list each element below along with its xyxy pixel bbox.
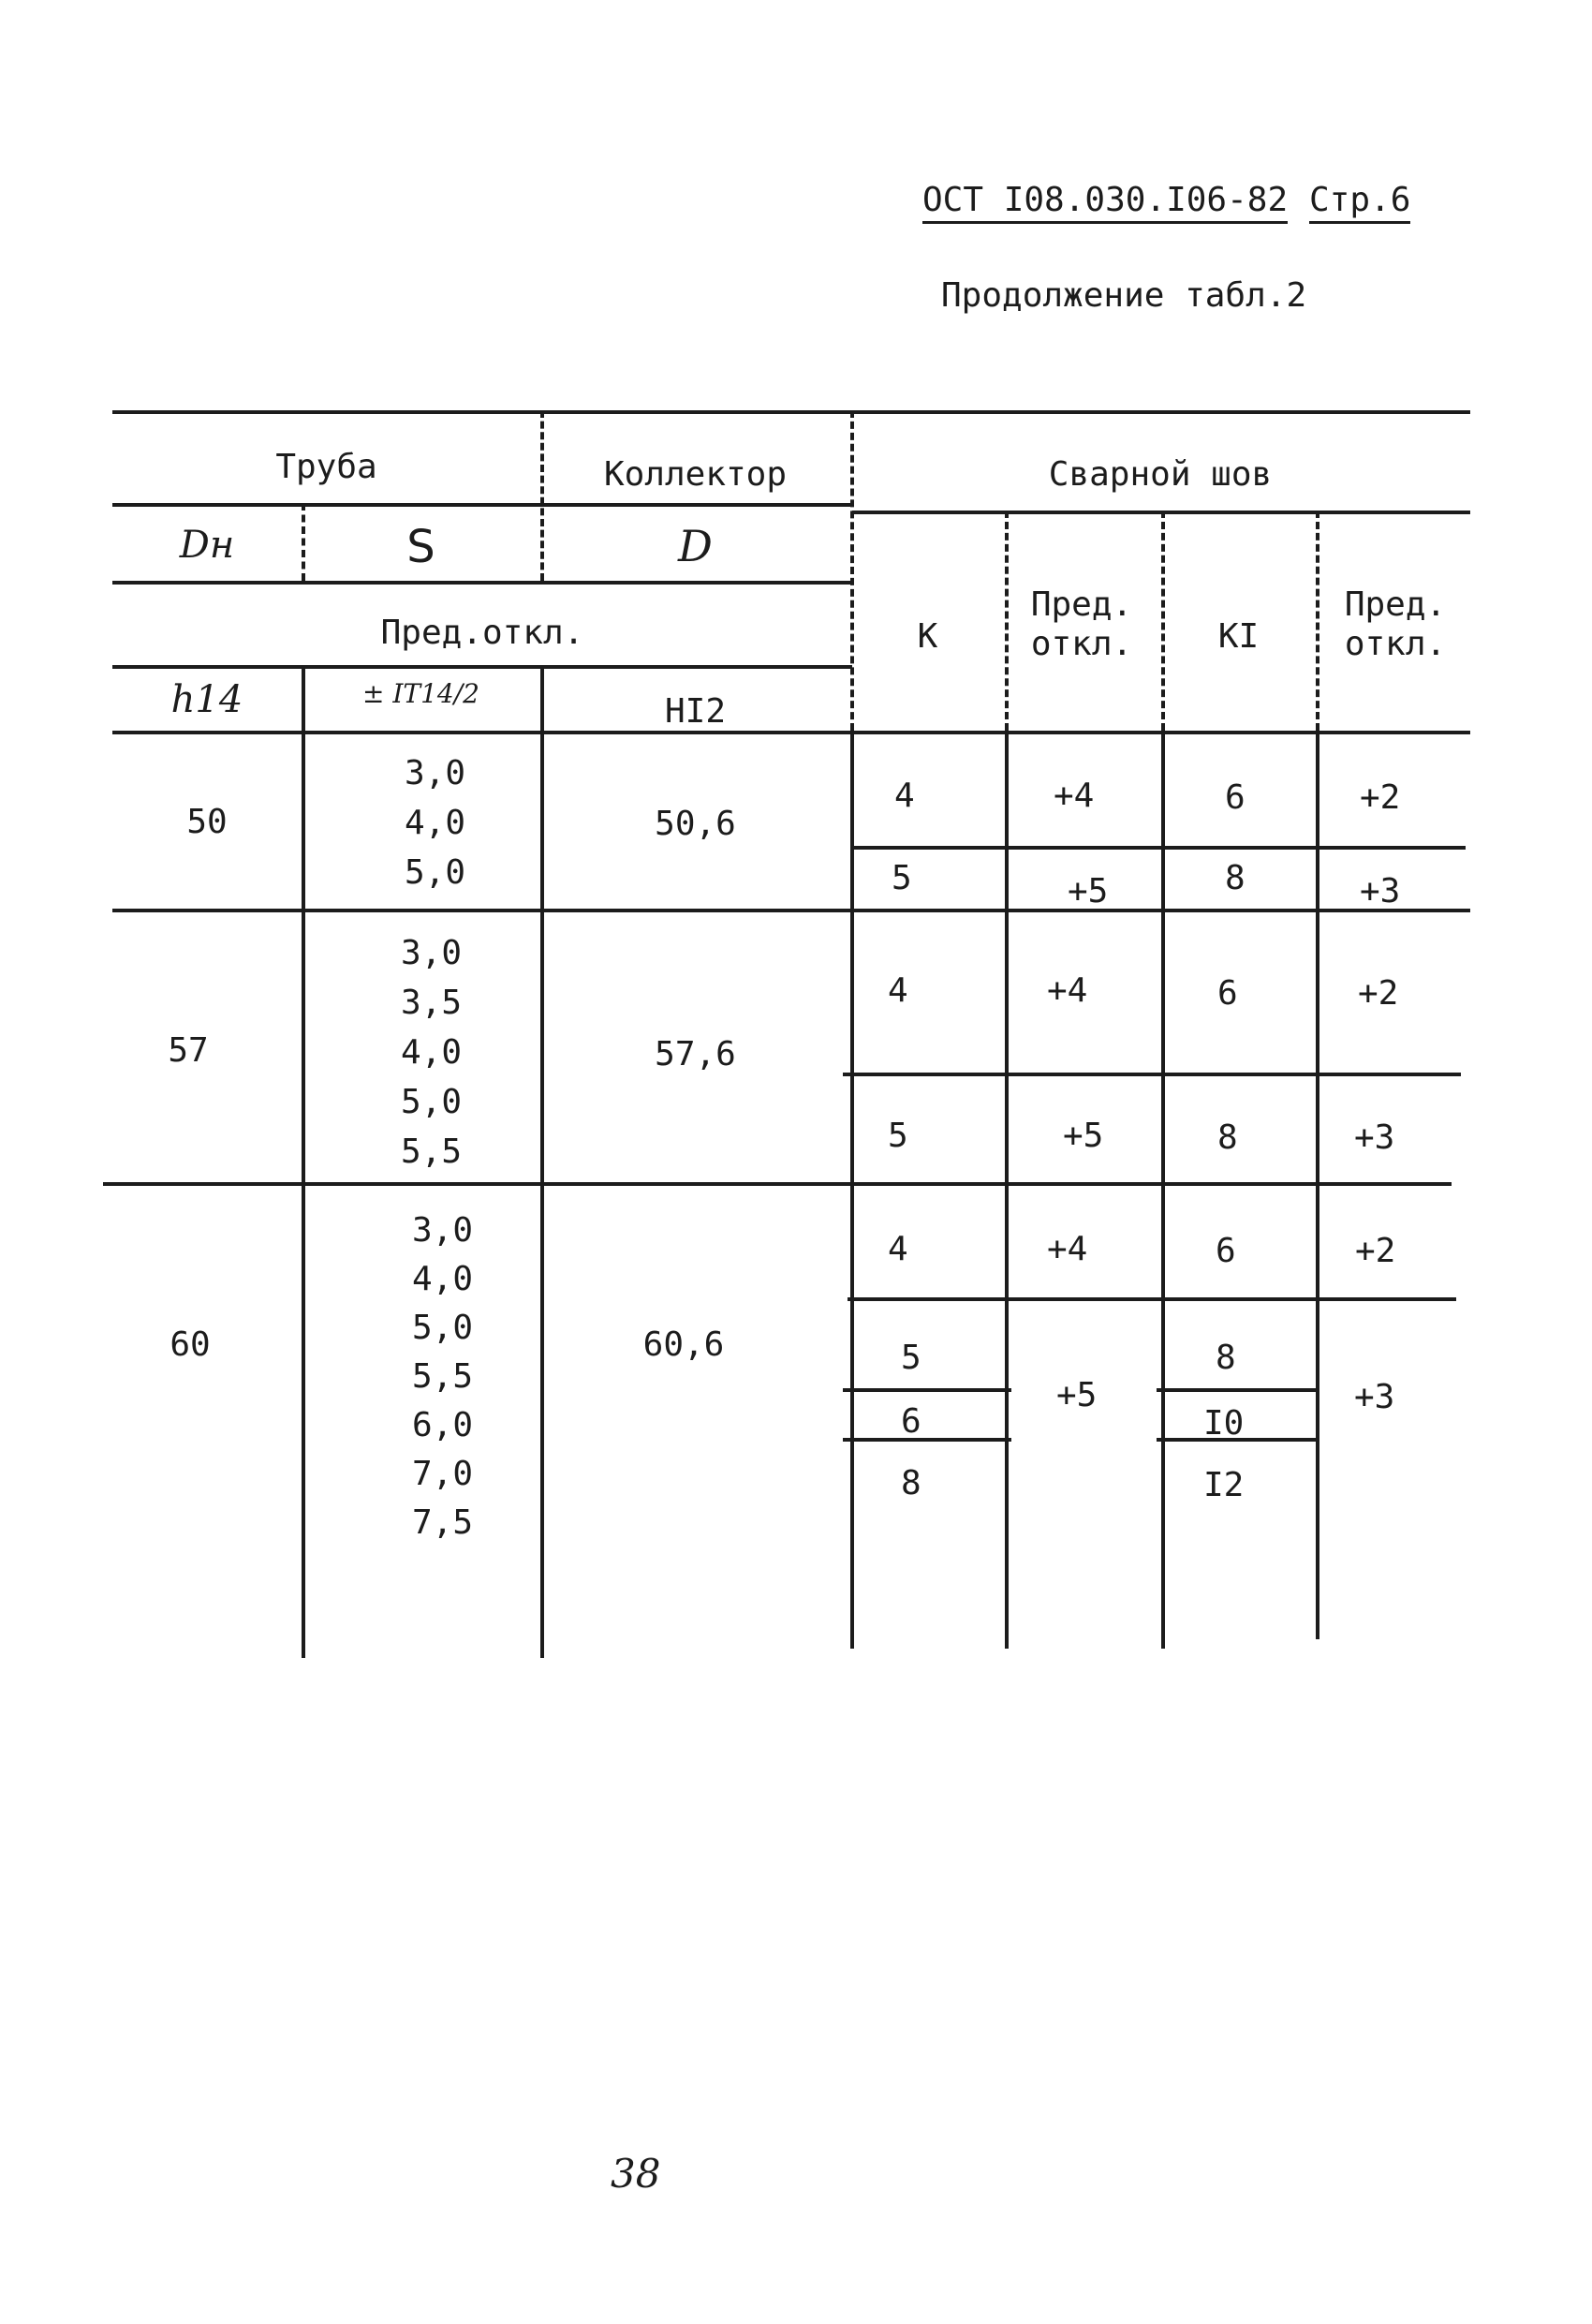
k-deviation-value: +5 [1063,1117,1104,1155]
k1-value: 6 [1217,974,1238,1013]
k1-value: 8 [1216,1339,1236,1377]
header-col-divider [1316,511,1319,731]
k-deviation-shared: +5 [1056,1376,1098,1414]
k1-value: 6 [1225,778,1246,817]
row-divider [852,846,1466,850]
s-value: 5,0 [405,853,466,892]
header-deviation: Пред.откл. [380,614,584,652]
document-code: ОСТ I08.030.I06-82 [922,184,1288,224]
header-bottom-border [112,731,1470,734]
header-collector: Коллектор [603,455,788,494]
dn-value: 57 [168,1031,209,1070]
d-value: 57,6 [655,1035,736,1073]
s-value: 3,5 [401,984,463,1022]
header-h14: h14 [170,678,243,721]
table-continuation-title: Продолжение табл.2 [941,276,1307,315]
row-divider-k1 [1157,1388,1316,1392]
k1-deviation-value: +3 [1360,872,1401,910]
k1-deviation-value: +2 [1358,974,1399,1013]
k1-value: I0 [1203,1404,1245,1443]
handwritten-page-number: 38 [611,2151,661,2197]
row-divider-k [843,1388,1011,1392]
s-value: 5,5 [401,1132,463,1171]
k-value: 5 [892,859,912,897]
dn-value: 50 [186,803,228,841]
d-value: 50,6 [655,805,736,843]
s-value: 5,0 [401,1083,463,1121]
s-value: 7,0 [412,1455,474,1493]
col-divider-dn-s [302,665,305,1658]
s-value: 3,0 [401,934,463,972]
k1-deviation-value: +2 [1355,1232,1396,1270]
group-divider-2 [103,1182,1452,1186]
k1-deviation-value: +3 [1354,1118,1395,1157]
header-k1: КI [1217,617,1260,656]
header-it14: ± IT14/2 [362,678,479,709]
header-col-divider [1005,511,1009,731]
header-k1-deviation: Пред. откл. [1344,585,1447,663]
dn-value: 60 [170,1325,211,1364]
k-value: 5 [901,1339,921,1377]
s-value: 6,0 [412,1406,474,1444]
page-label: Стр.6 [1309,184,1410,224]
header-s: S [406,521,435,573]
header-d: D [678,521,713,571]
row-divider-k [843,1438,1011,1442]
s-value: 3,0 [405,754,466,792]
s-value: 7,5 [412,1503,474,1542]
k1-value: I2 [1203,1466,1245,1504]
group-divider-1 [112,909,1470,912]
k-deviation-value: +4 [1047,971,1088,1010]
k-value: 4 [894,777,915,815]
header-h12: HI2 [664,692,727,731]
k1-deviation-value: +2 [1360,778,1401,817]
header-rule-3 [112,665,852,669]
k1-value: 6 [1216,1232,1236,1270]
k-value: 6 [901,1402,921,1441]
header-k: К [917,617,938,656]
k1-deviation-shared: +3 [1354,1378,1395,1416]
s-value: 4,0 [412,1260,474,1298]
s-value: 4,0 [405,804,466,842]
header-k-deviation: Пред. откл. [1030,585,1133,663]
header-rule-2 [112,581,852,585]
header-rule-1 [112,503,852,507]
s-value: 5,0 [412,1309,474,1347]
k-value: 4 [888,1230,908,1268]
k1-value: 8 [1217,1118,1238,1157]
k-deviation-value: +4 [1054,777,1095,815]
col-divider-k1-k1dev [1316,731,1319,1639]
row-divider [848,1297,1456,1301]
k-value: 5 [888,1117,908,1155]
header-weld: Сварной шов [1048,455,1273,494]
s-value: 4,0 [401,1033,463,1072]
col-divider-kdev-k1 [1161,731,1165,1649]
s-value: 3,0 [412,1211,474,1250]
s-value: 5,5 [412,1357,474,1396]
header-dn: Dн [179,524,235,567]
k-deviation-value: +5 [1068,872,1109,910]
col-divider-d-weld [850,731,854,1649]
d-value: 60,6 [642,1325,725,1364]
k-value: 8 [901,1464,921,1502]
table-top-border [112,410,1470,414]
header-pipe: Труба [275,448,377,486]
k-value: 4 [888,971,908,1010]
k-deviation-value: +4 [1047,1230,1088,1268]
row-divider [843,1073,1461,1076]
col-divider-k-kdev [1005,731,1009,1649]
k1-value: 8 [1225,859,1246,897]
